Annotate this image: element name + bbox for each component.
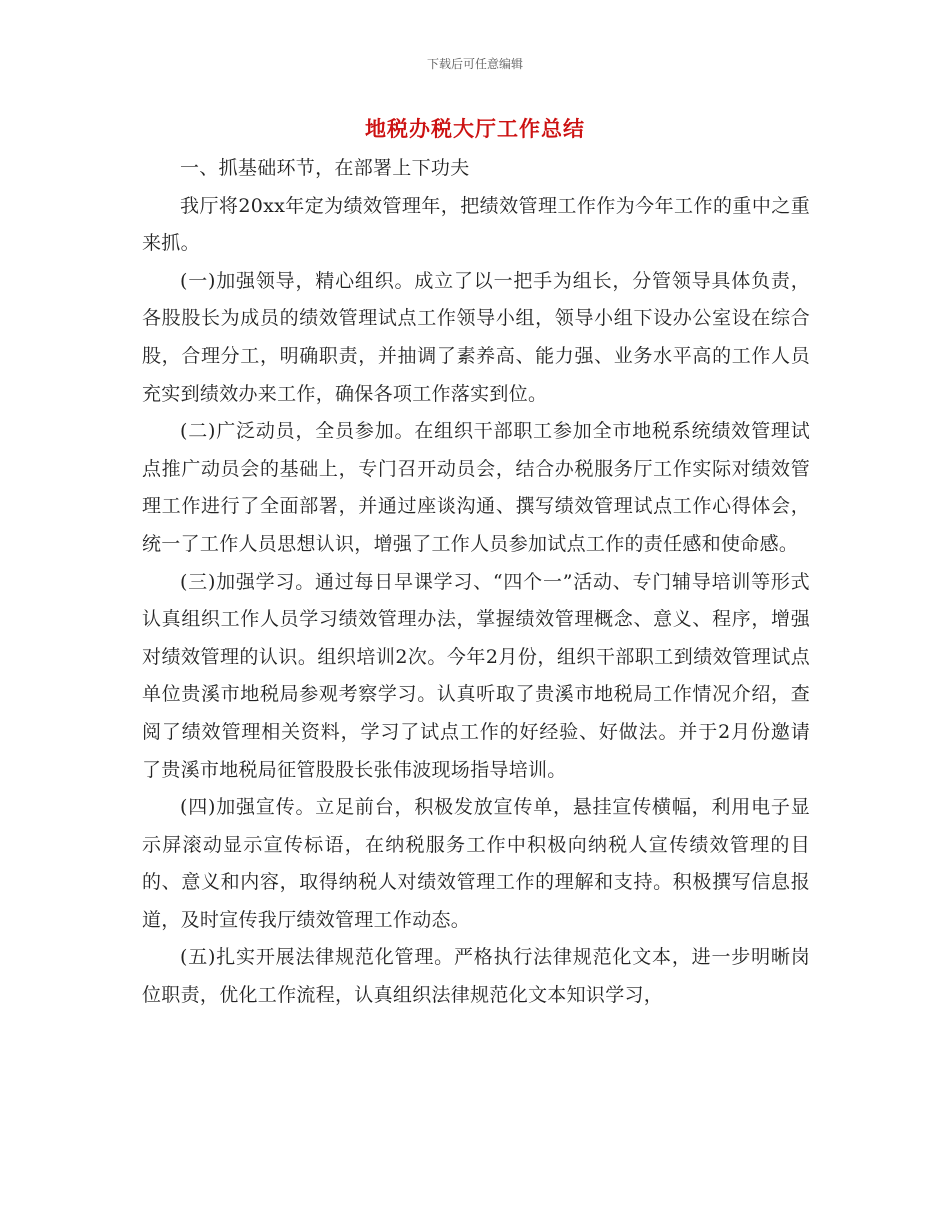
header-note: 下载后可任意编辑 <box>426 57 523 71</box>
paragraph-item-4: (四)加强宣传。立足前台，积极发放宣传单，悬挂宣传横幅，利用电子显示屏滚动显示宣传标语，在纳税服务工作中积极向纳税人宣传绩效管理的目的、意义和内容，取得纳税人对绩效管理工作的理解和支持。积极撰写信息报道，及时宣传我厅绩效管理工作动态。 <box>142 796 810 931</box>
paragraph-intro: 我厅将20xx年定为绩效管理年，把绩效管理工作作为今年工作的重中之重来抓。 <box>142 194 810 255</box>
paragraph-item-1: (一)加强领导，精心组织。成立了以一把手为组长，分管领导具体负责，各股股长为成员的绩效管理试点工作领导小组，领导小组下设办公室设在综合股，合理分工，明确职责，并抽调了素养高、能力强、业务水平高的工作人员充实到绩效办来工作，确保各项工作落实到位。 <box>142 269 810 405</box>
document-body <box>142 150 810 1015</box>
paragraph-item-5: (五)扎实开展法律规范化管理。严格执行法律规范化文本，进一步明晰岗位职责，优化工作流程，认真组织法律规范化文本知识学习， <box>142 946 810 1007</box>
section-heading: 一、抓基础环节，在部署上下功夫 <box>180 157 470 179</box>
document-title: 地税办税大厅工作总结 <box>365 117 585 141</box>
paragraph-item-3: (三)加强学习。通过每日早课学习、“四个一”活动、专门辅导培训等形式认真组织工作人员学习绩效管理办法，掌握绩效管理概念、意义、程序，增强对绩效管理的认识。组织培训2次。今年2月份，组织干部职工到绩效管理试点单位贵溪市地税局参观考察学习。认真听取了贵溪市地税局工作情况介绍，查阅了绩效管理相关资料，学习了试点工作的好经验、好做法。并于2月份邀请了贵溪市地税局征管股股长张伟波现场指导培训。 <box>142 570 810 781</box>
paragraph-item-2: (二)广泛动员，全员参加。在组织干部职工参加全市地税系统绩效管理试点推广动员会的基础上，专门召开动员会，结合办税服务厅工作实际对绩效管理工作进行了全面部署，并通过座谈沟通、撰写绩效管理试点工作心得体会，统一了工作人员思想认识，增强了工作人员参加试点工作的责任感和使命感。 <box>142 420 810 555</box>
